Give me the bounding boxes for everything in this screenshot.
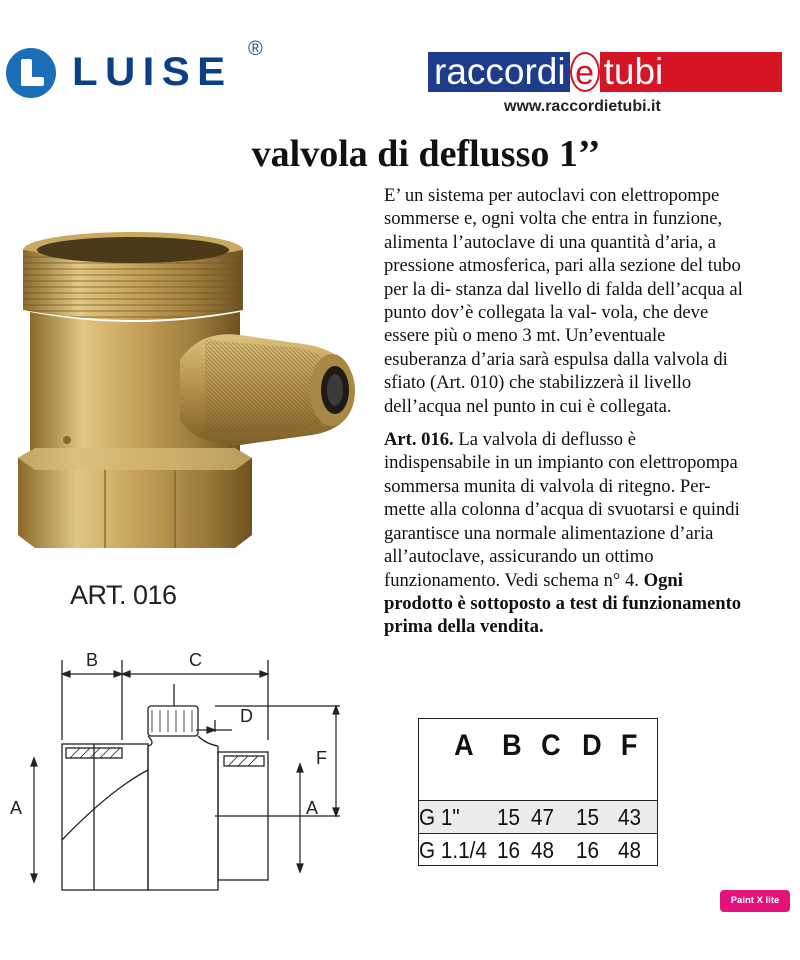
- raccordietubi-logo: [428, 52, 782, 92]
- arrow-icon: [297, 864, 303, 872]
- column-header: B: [502, 729, 522, 762]
- hatch-line: [100, 748, 110, 758]
- table-cell: 15: [497, 804, 521, 830]
- test-notice: prodotto è sottoposto a test di funzionamento: [384, 592, 742, 614]
- desc-line: dell’acqua nel punto in cui è collegata.: [384, 395, 672, 417]
- luise-logo: [6, 40, 276, 100]
- logo-part-raccordi: raccordi: [428, 52, 570, 92]
- hatch-line: [90, 748, 100, 758]
- arrow-icon: [31, 758, 37, 766]
- column-header: F: [620, 729, 638, 762]
- desc-line: per la di- stanza dal livello di falda dell’acqua al: [384, 278, 743, 300]
- hatch-line: [110, 748, 120, 758]
- desc-line: essere più o meno 3 mt. Un’eventuale: [384, 325, 666, 347]
- hatch-line: [70, 748, 80, 758]
- test-notice: Ogni: [643, 569, 683, 591]
- hex-top-face: [18, 448, 252, 470]
- table-cell: 16: [576, 837, 600, 863]
- arrow-icon: [260, 671, 268, 677]
- arrow-icon: [122, 671, 130, 677]
- table-cell: 48: [618, 837, 642, 863]
- desc-line: sfiato (Art. 010) che stabilizzerà il livello: [384, 372, 692, 394]
- description-paragraph-1: [384, 184, 794, 418]
- website-url: www.raccordietubi.it: [504, 98, 661, 115]
- top-cap: [148, 706, 198, 736]
- hatch-line: [238, 756, 248, 766]
- table-cell: G 1.1/4: [419, 837, 487, 863]
- column-header: C: [541, 729, 561, 762]
- desc-line: La valvola di deflusso è: [453, 429, 636, 451]
- dimension-label-f: F: [316, 748, 327, 768]
- neck-opening: [37, 237, 229, 263]
- desc-line: esuberanza d’aria sarà espulsa dalla valvola di: [384, 348, 728, 370]
- desc-line: punto dov’è collegata la val- vola, che deve: [384, 302, 709, 324]
- body-left-outline: [62, 744, 148, 890]
- hatch-line: [80, 748, 90, 758]
- column-header: A: [454, 729, 474, 762]
- table-cell: 48: [531, 837, 555, 863]
- technical-drawing: [0, 640, 380, 910]
- table-cell: G 1": [419, 804, 460, 830]
- logo-part-e: e: [570, 52, 600, 92]
- arrow-icon: [333, 808, 339, 816]
- desc-line: all’autoclave, assicurando un ottimo: [384, 546, 654, 568]
- cap-fillet: [198, 736, 218, 746]
- product-description: [384, 184, 794, 639]
- casting-mark: [63, 436, 71, 444]
- arrow-icon: [62, 671, 70, 677]
- table-row: [418, 800, 658, 833]
- logo-part-tubi: tubi: [600, 52, 782, 92]
- arrow-icon: [207, 727, 215, 733]
- table-cell: 43: [618, 804, 642, 830]
- hatch-line: [248, 756, 258, 766]
- desc-line: E’ un sistema per autoclavi con elettropompe: [384, 185, 720, 206]
- description-paragraph-2: [384, 428, 794, 639]
- table-cell: 47: [531, 804, 555, 830]
- cap-seal: [327, 374, 343, 406]
- desc-line: indispensabile in un impianto con elettropompa: [384, 452, 738, 474]
- paint-x-lite-badge: Paint X lite: [720, 890, 790, 912]
- desc-line: funzionamento. Vedi schema n° 4.: [384, 569, 644, 591]
- dimension-label-d: D: [240, 706, 253, 726]
- column-header: D: [582, 729, 602, 762]
- dimension-label-c: C: [189, 650, 202, 670]
- dimension-label-a: A: [306, 798, 319, 818]
- dimension-label-a: A: [10, 798, 23, 818]
- luise-logo-word: LUISE: [72, 50, 233, 94]
- table-header: [418, 718, 658, 800]
- page-title: valvola di deflusso 1’’: [251, 133, 601, 175]
- desc-line: garantisce una normale alimentazione d’aria: [384, 522, 714, 544]
- test-notice: prima della vendita.: [384, 616, 544, 638]
- dimensions-table: [418, 718, 658, 868]
- desc-line: sommersa munita di valvola di ritegno. Per-: [384, 475, 711, 497]
- arrow-icon: [333, 706, 339, 714]
- arrow-icon: [31, 874, 37, 882]
- internal-line: [62, 770, 148, 840]
- body-right-outline: [148, 746, 218, 890]
- desc-line: alimenta l’autoclave di una quantità d’aria, a: [384, 231, 716, 253]
- dimension-label-b: B: [86, 650, 99, 670]
- luise-logo-mark-icon: [6, 48, 56, 98]
- article-label: ART. 016: [70, 580, 177, 610]
- table-row: [418, 833, 658, 866]
- hatch-line: [228, 756, 238, 766]
- desc-line: mette alla colonna d’acqua di svuotarsi e quindi: [384, 499, 740, 521]
- desc-line: pressione atmosferica, pari alla sezione del tubo: [384, 255, 741, 277]
- desc-line: sommerse e, ogni volta che entra in funzione,: [384, 208, 723, 230]
- table-cell: 15: [576, 804, 600, 830]
- arrow-icon: [297, 764, 303, 772]
- registered-mark: ®: [248, 38, 263, 60]
- article-reference: Art. 016.: [384, 429, 454, 451]
- table-cell: 16: [497, 837, 521, 863]
- product-photo: [0, 230, 380, 580]
